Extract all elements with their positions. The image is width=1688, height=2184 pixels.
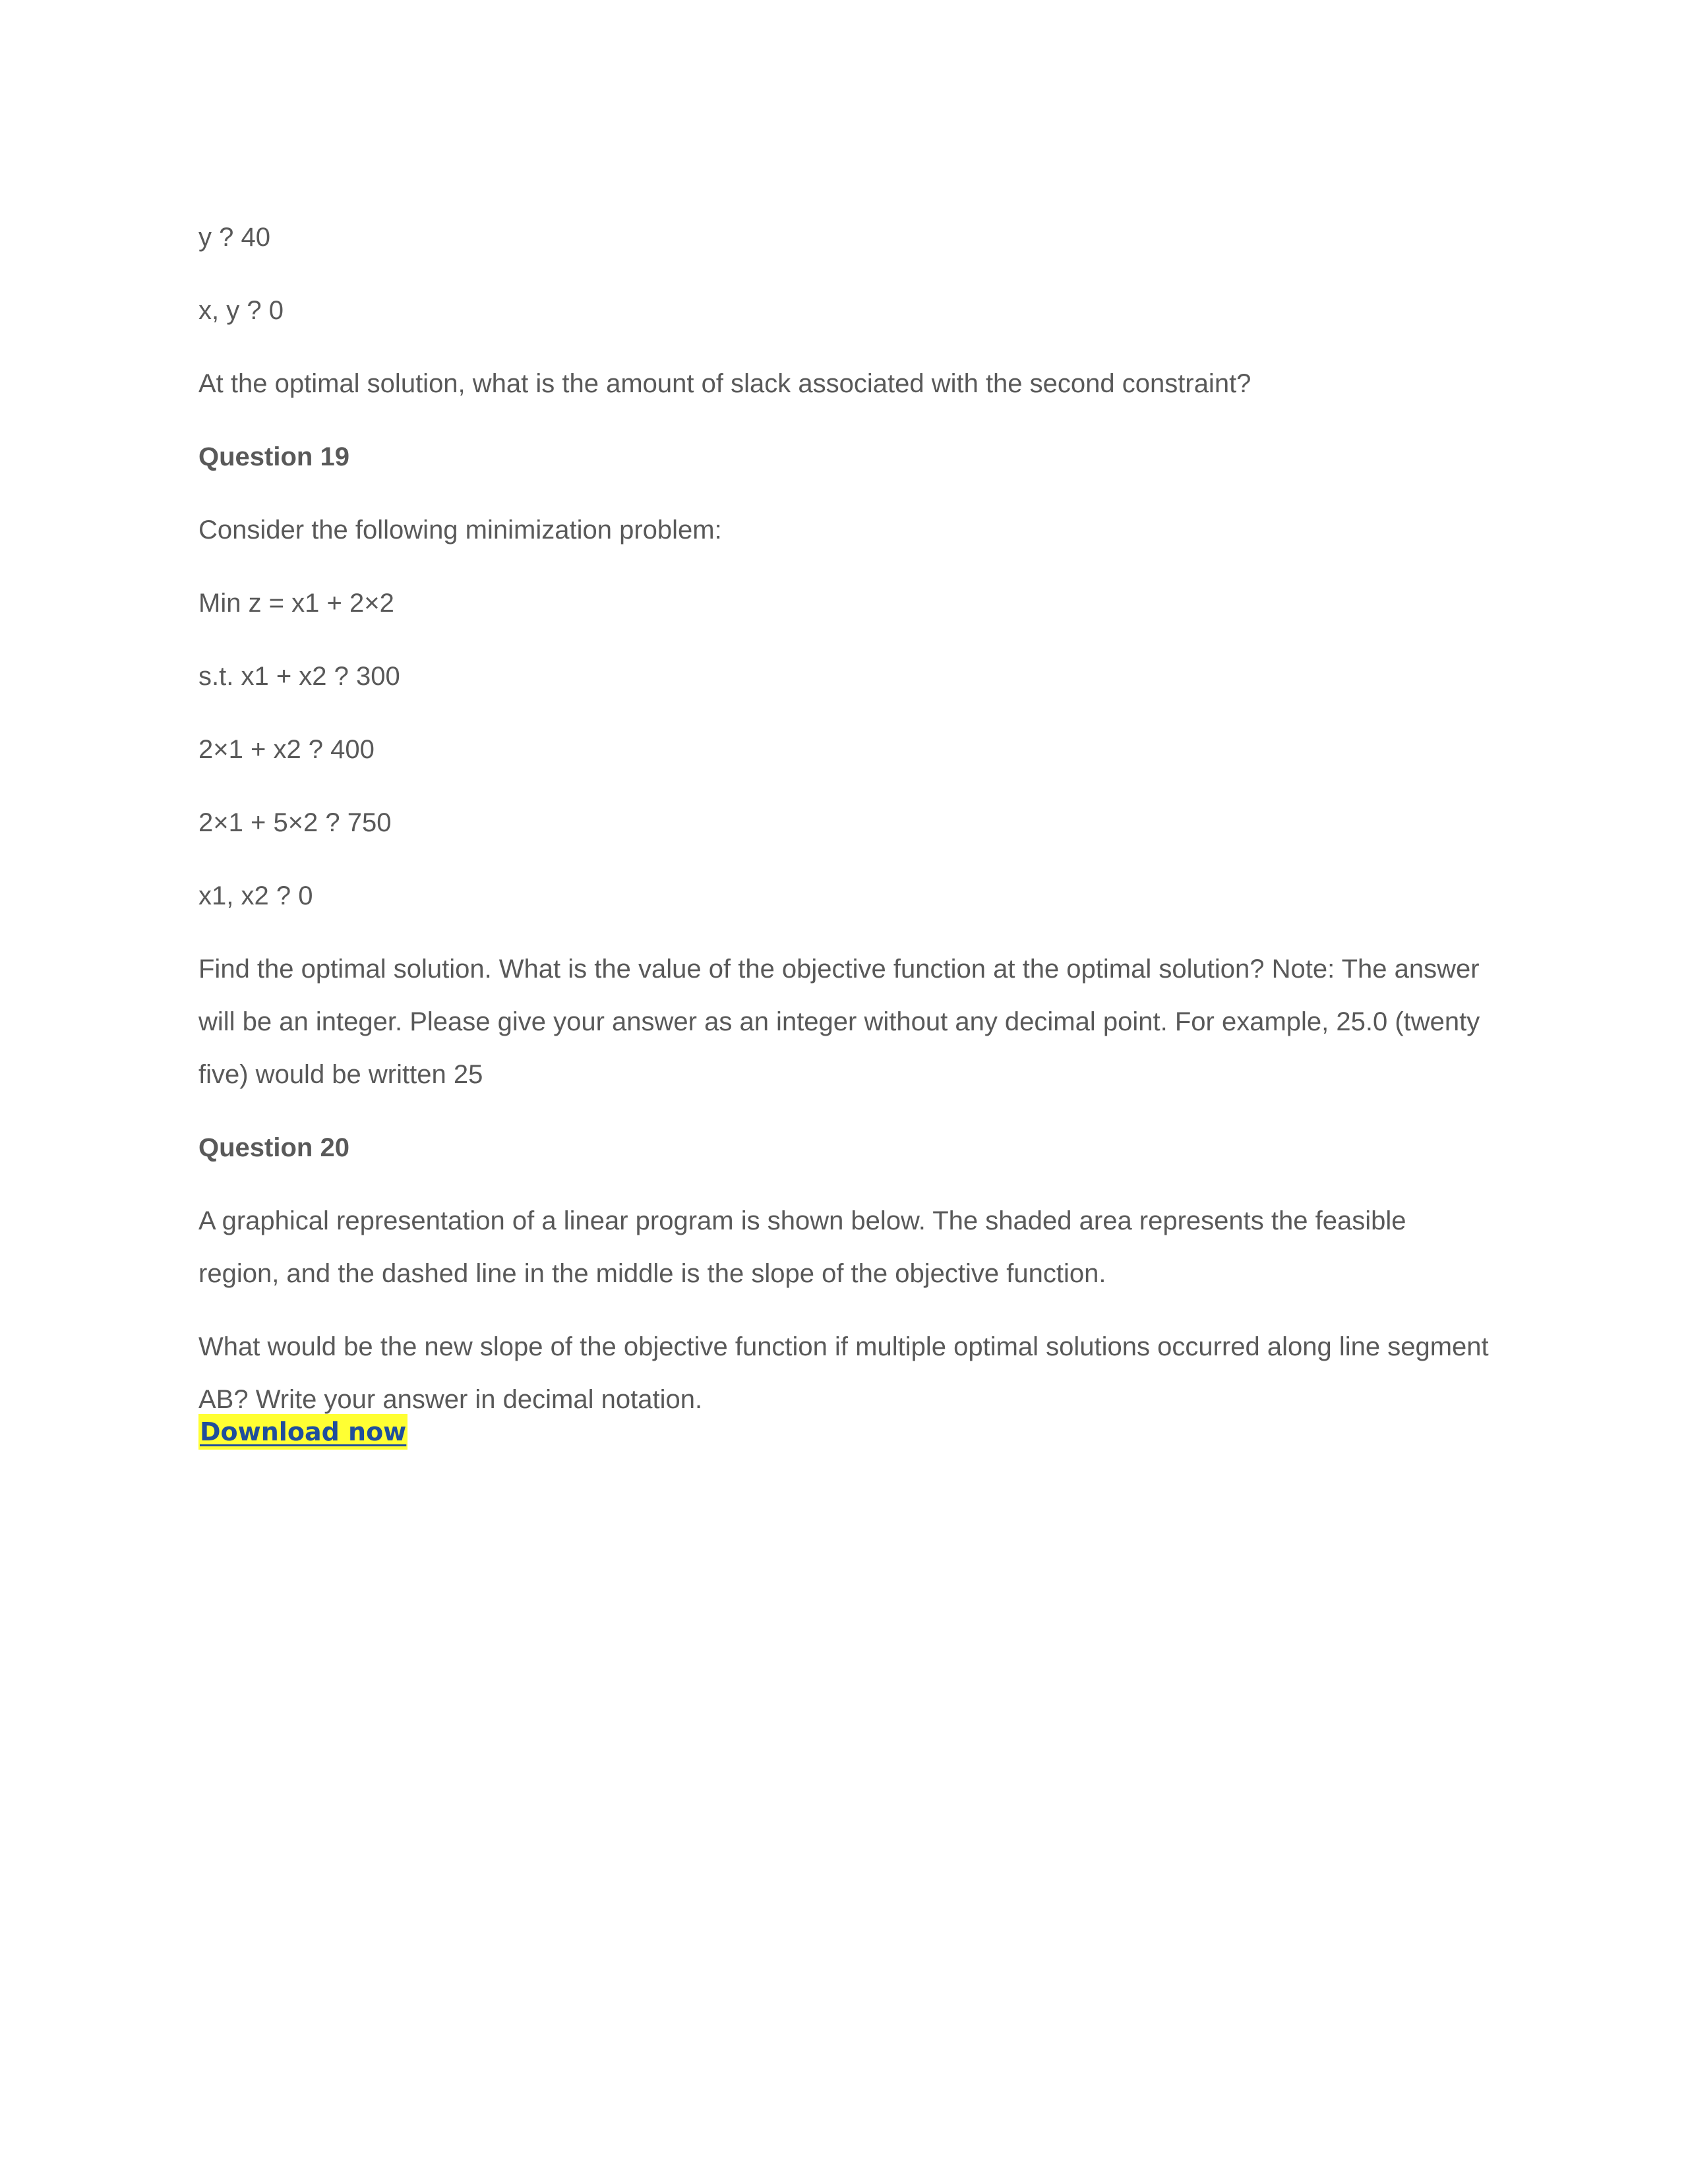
question-19-heading: Question 19 <box>198 442 349 471</box>
constraint-3-line: 2×1 + 5×2 ? 750 <box>198 808 392 837</box>
nonnegativity-x1x2-line: x1, x2 ? 0 <box>198 881 313 910</box>
objective-function-line: Min z = x1 + 2×2 <box>198 589 394 618</box>
question-20-heading: Question 20 <box>198 1133 349 1162</box>
download-now-link[interactable]: Download now <box>198 1414 407 1450</box>
nonnegativity-xy-line: x, y ? 0 <box>198 296 284 325</box>
constraint-y-line: y ? 40 <box>198 223 270 252</box>
constraint-1-line: s.t. x1 + x2 ? 300 <box>198 662 400 691</box>
document-body <box>198 211 1491 1450</box>
constraint-2-line: 2×1 + x2 ? 400 <box>198 735 375 764</box>
question-20-prompt: What would be the new slope of the objective function if multiple optimal solutions occurred along line segment AB? Write your answer in decimal notation. <box>198 1332 1489 1414</box>
question-19-intro: Consider the following minimization problem: <box>198 516 722 545</box>
question-20-description: A graphical representation of a linear program is shown below. The shaded area represents the feasible region, and the dashed line in the middle is the slope of the objective function. <box>198 1206 1406 1288</box>
question-18-prompt: At the optimal solution, what is the amount of slack associated with the second constraint? <box>198 369 1251 398</box>
question-19-prompt: Find the optimal solution. What is the value of the objective function at the optimal solution? Note: The answer will be an integer. Please give your answer as an integer without any decimal point. For example, 25.0 (twenty five) would be written 25 <box>198 955 1480 1089</box>
